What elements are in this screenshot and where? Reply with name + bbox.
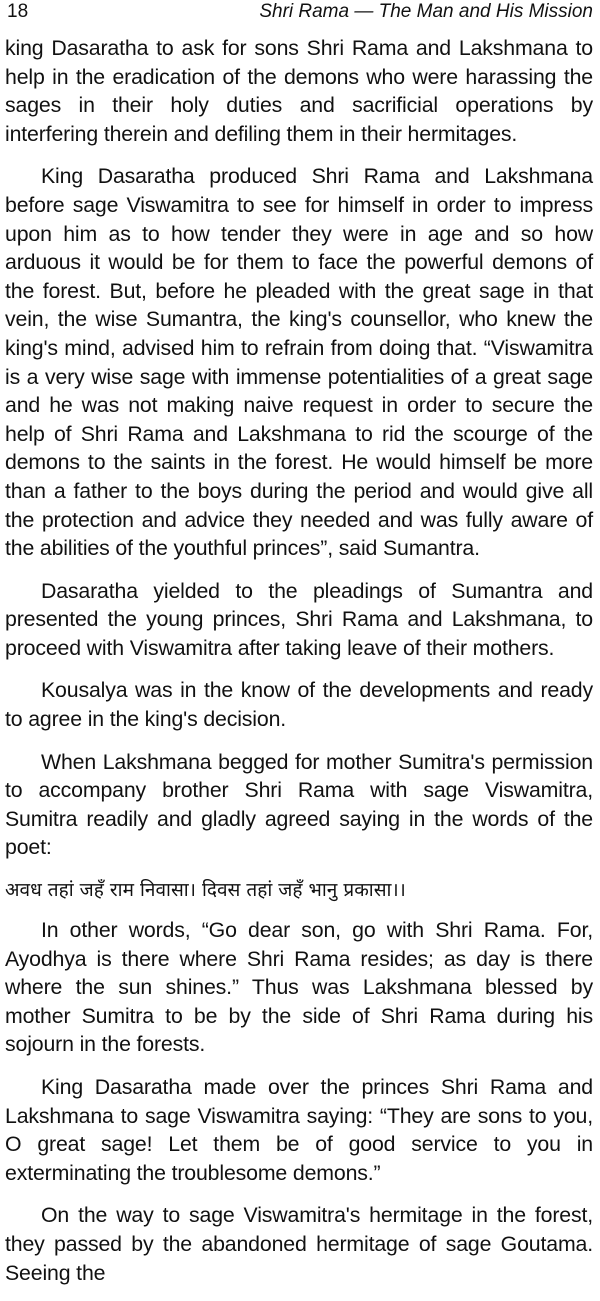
body-text: [5, 34, 593, 1301]
paragraph-in-other-words: In other words, “Go dear son, go with Shri Rama. For, Ayodhya is there where Shri Rama resides; as day is there where the sun shines.” Thus was Lakshmana blessed by mother Sumitra to be by the side of Shri Rama during his sojourn in the forests.: [5, 918, 593, 1057]
paragraph-goutama-hermitage: On the way to sage Viswamitra's hermitage in the forest, they passed by the abandoned hermitage of sage Goutama. Seeing the: [5, 1203, 593, 1285]
paragraph-continuation: king Dasaratha to ask for sons Shri Rama and Lakshmana to help in the eradication of the demons who were harassing the sages in their holy duties and sacrificial operations by interfering therein and defiling them in their hermitages.: [5, 36, 593, 146]
running-title: Shri Rama — The Man and His Mission: [259, 1, 593, 22]
paragraph-dasaratha-yields: Dasaratha yielded to the pleadings of Sumantra and presented the young princes, Shri Rama and Lakshmana, to proceed with Viswamitra after taking leave of their mothers.: [5, 578, 593, 660]
paragraph-kousalya: Kousalya was in the know of the developments and ready to agree in the king's decision.: [5, 678, 593, 732]
paragraph-dasaratha-hands-over: King Dasaratha made over the princes Shri Rama and Lakshmana to sage Viswamitra saying: “They are sons to you, O great sage! Let them be of good service to you in exterminating the troublesome demons.”: [5, 1075, 593, 1185]
paragraph-sumitra-permission: When Lakshmana begged for mother Sumitra's permission to accompany brother Shri Rama with sage Viswamitra, Sumitra readily and gladly agreed saying in the words of the poet:: [5, 749, 593, 860]
page-number: 18: [7, 1, 29, 22]
hindi-verse: अवध तहां जहँ राम निवासा। दिवस तहां जहँ भानु प्रकासा।।: [5, 879, 406, 902]
paragraph-sumantra-advice: King Dasaratha produced Shri Rama and Lakshmana before sage Viswamitra to see for himself in order to impress upon him as to how tender they were in age and so how arduous it would be for them to face the powerful demons of the forest. But, before he pleaded with the great sage in that vein, the wise Sumantra, the king's counsellor, who knew the king's mind, advised him to refrain from doing that. “Viswamitra is a very wise sage with immense potentialities of a great sage and he was not making naive request in order to secure the help of Shri Rama and Lakshmana to rid the scourge of the demons to the saints in the forest. He would himself be more than a father to the boys during the period and would give all the protection and advice they needed and was fully aware of the abilities of the youthful princes”, said Sumantra.: [5, 164, 593, 561]
page-header: [5, 0, 596, 30]
